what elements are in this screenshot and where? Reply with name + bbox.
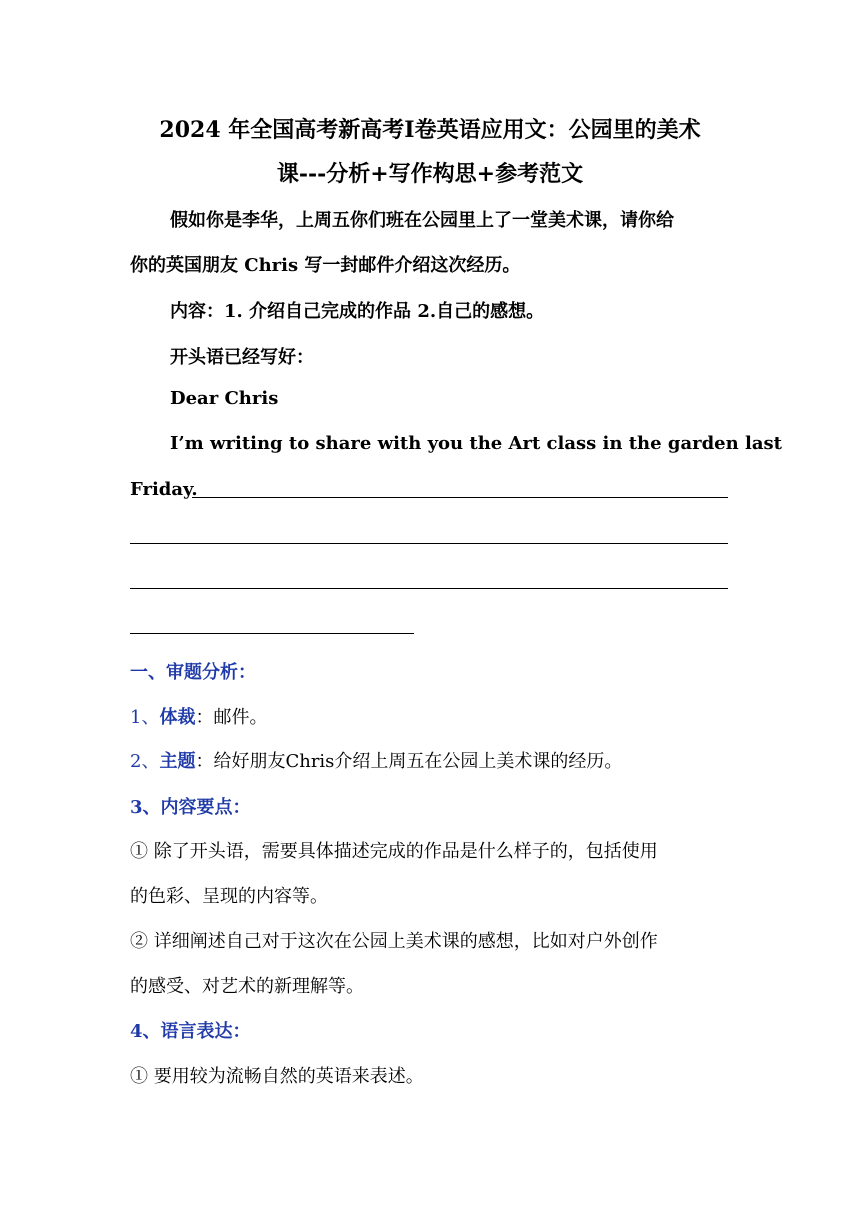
- document-title-line-2: 课---分析+写作构思+参考范文: [276, 161, 584, 187]
- letter-opening-line-1: I’m writing to share with you the Art class in the garden last: [170, 433, 782, 454]
- theme-label: 主题: [159, 751, 196, 772]
- writing-line: [130, 633, 414, 634]
- writing-line: [130, 543, 728, 544]
- genre-number: 1、: [130, 707, 160, 728]
- document-title-line-1: 2024 年全国高考新高考Ⅰ卷英语应用文：公园里的美术: [159, 117, 701, 143]
- letter-opening-line-2: Friday.: [130, 479, 198, 500]
- genre-label: 体裁: [159, 707, 196, 728]
- writing-line: [192, 497, 728, 498]
- content-points-heading: 3、内容要点：: [130, 797, 251, 818]
- letter-salutation: Dear Chris: [170, 388, 279, 409]
- content-point-2-line-2: 的感受、对艺术的新理解等。: [130, 976, 364, 997]
- prompt-content: 内容：1. 介绍自己完成的作品 2.自己的感想。: [170, 301, 545, 322]
- analysis-heading: 一、审题分析：: [130, 662, 256, 683]
- genre-text: ：邮件。: [195, 707, 268, 728]
- theme-text: ：给好朋友Chris介绍上周五在公园上美术课的经历。: [195, 751, 623, 772]
- content-point-1-line-2: 的色彩、呈现的内容等。: [130, 886, 328, 907]
- analysis-genre: [130, 703, 267, 729]
- content-point-1-line-1: ① 除了开头语，需要具体描述完成的作品是什么样子的，包括使用: [130, 841, 658, 862]
- writing-line: [130, 588, 728, 589]
- content-point-2-line-1: ② 详细阐述自己对于这次在公园上美术课的感想，比如对户外创作: [130, 931, 658, 952]
- language-point-1: ① 要用较为流畅自然的英语来表述。: [130, 1066, 424, 1087]
- prompt-line-2: 你的英国朋友 Chris 写一封邮件介绍这次经历。: [130, 255, 521, 276]
- language-heading: 4、语言表达：: [130, 1021, 251, 1042]
- analysis-theme: [130, 747, 622, 773]
- prompt-opening-note: 开头语已经写好：: [170, 347, 314, 368]
- prompt-line-1: 假如你是李华，上周五你们班在公园里上了一堂美术课，请你给: [170, 210, 674, 231]
- theme-number: 2、: [130, 751, 160, 772]
